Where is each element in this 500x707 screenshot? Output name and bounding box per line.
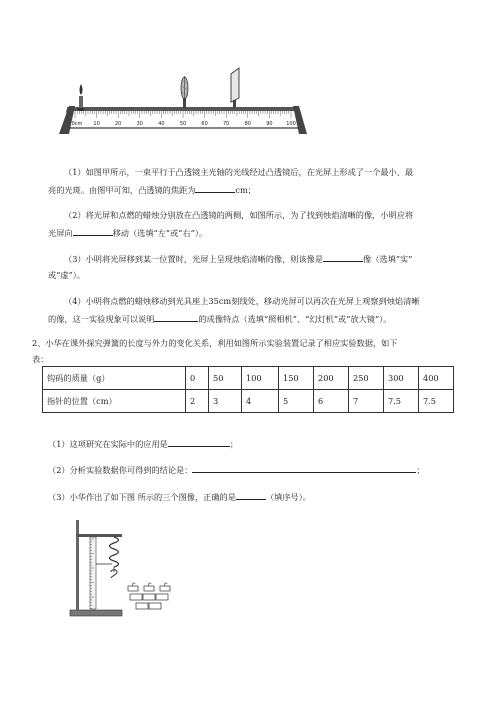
scale-label: 80 — [244, 121, 251, 127]
q1-part4-line1: （4）小明将点燃的蜡烛移动到光具座上35cm刻线处，移动光屏可以再次在光屏上观察到烛焰清晰 — [64, 296, 420, 306]
scale-label: 60 — [201, 121, 208, 127]
q1-part2-line2 — [48, 226, 207, 239]
q1-part1-unit: cm； — [235, 185, 256, 195]
q1-part3-tail: 像（选填“实” — [363, 254, 413, 264]
spring-data-table — [42, 366, 454, 413]
scale-label: 70 — [223, 121, 230, 127]
q1-part1-line2 — [48, 183, 256, 196]
table-row — [43, 367, 454, 390]
scale-label: 0cm — [71, 121, 83, 127]
q2-intro-line1: 2、小华在课外探究弹簧的长度与外力的变化关系，利用如图所示实验装置记录了相应实验数据，如下 — [32, 338, 398, 348]
q2-sub2 — [48, 463, 425, 476]
q2-sub1 — [48, 437, 238, 450]
table-row — [43, 390, 454, 413]
q1-part3-line2: 或“虚”）。 — [48, 270, 86, 280]
table-cell: 7.5 — [384, 390, 419, 413]
q1-part4-line2 — [48, 312, 391, 325]
q1-part3-line1 — [64, 252, 412, 265]
table-cell: 4 — [242, 390, 279, 413]
image-type-blank[interactable] — [323, 252, 363, 262]
scale-label: 10 — [93, 121, 100, 127]
q1-part2-text: 光屏向 — [48, 228, 73, 238]
application-blank[interactable] — [168, 437, 230, 447]
q2-sub1-tail: ； — [229, 439, 239, 449]
spare-weights-icon — [128, 586, 170, 609]
table-cell: 5 — [279, 390, 314, 413]
table-cell: 0 — [186, 367, 209, 390]
table-cell: 150 — [279, 367, 314, 390]
optical-bench-figure — [55, 62, 315, 142]
candle-icon — [78, 84, 84, 111]
table-cell: 50 — [209, 367, 242, 390]
table-cell: 200 — [314, 367, 349, 390]
q1-part3-text: （3）小明将光屏移到某一位置时，光屏上呈现烛焰清晰的像，则该像是 — [64, 254, 324, 264]
stand-base — [70, 610, 122, 616]
q1-part4-tail: 的成像特点（选填“照相机”、“幻灯机”或“放大镜”）。 — [198, 314, 392, 324]
scale-label: 30 — [136, 121, 143, 127]
focal-length-blank[interactable] — [195, 183, 235, 193]
scale-label: 50 — [179, 121, 187, 127]
table-cell: 2 — [186, 390, 209, 413]
table-cell: 6 — [314, 390, 349, 413]
table-header-cell: 指针的位置（cm） — [43, 390, 186, 413]
scale-label: 100 — [286, 121, 296, 127]
q2-sub1-text: （1）这项研究在实际中的应用是 — [48, 439, 168, 449]
device-blank[interactable] — [154, 312, 198, 322]
stand-arm — [76, 534, 122, 537]
q2-sub3 — [48, 490, 311, 503]
q2-sub3-tail: （填序号）。 — [265, 492, 311, 502]
q2-sub2-text: （2）分析实验数据你可得到的结论是： — [48, 465, 193, 475]
convex-lens-icon — [181, 76, 188, 108]
q1-part2-tail: 移动（选填“左”或“右”）。 — [112, 228, 208, 238]
table-cell: 7.5 — [419, 390, 454, 413]
q1-part1-line1: （1）如图甲所示，一束平行于凸透镜主光轴的光线经过凸透镜后，在光屏上形成了一个最小、最 — [64, 167, 414, 177]
scale-label: 40 — [158, 121, 165, 127]
spring-apparatus-figure — [68, 512, 188, 620]
table-cell: 400 — [419, 367, 454, 390]
table-header-cell: 钩码的质量（g） — [43, 367, 186, 390]
q1-part4-text: 的像，这一实验现象可以说明 — [48, 314, 155, 324]
table-cell: 7 — [349, 390, 384, 413]
spring-icon — [110, 537, 119, 567]
screen-direction-blank[interactable] — [73, 226, 113, 236]
graph-choice-blank[interactable] — [236, 490, 266, 500]
table-cell: 3 — [209, 390, 242, 413]
stand-rod — [76, 520, 79, 610]
table-cell: 300 — [384, 367, 419, 390]
table-cell: 250 — [349, 367, 384, 390]
scale-label: 90 — [266, 121, 273, 127]
q2-sub3-text: （3）小华作出了如下图 所示的三个图像，正确的是 — [48, 492, 236, 502]
q2-intro-line2: 表： — [32, 354, 49, 364]
q2-sub2-tail: ； — [416, 465, 425, 475]
scale-label: 20 — [115, 121, 122, 127]
q1-part2-line1: （2）将光屏和点燃的蜡烛分别放在凸透镜的两侧，如图所示，为了找到烛焰清晰的像，小明应将 — [64, 210, 414, 220]
table-cell: 100 — [242, 367, 279, 390]
conclusion-blank[interactable] — [192, 463, 416, 473]
light-screen-icon — [231, 68, 239, 108]
q1-part1-text: 亮的光斑。由图甲可知，凸透镜的焦距为 — [48, 185, 196, 195]
